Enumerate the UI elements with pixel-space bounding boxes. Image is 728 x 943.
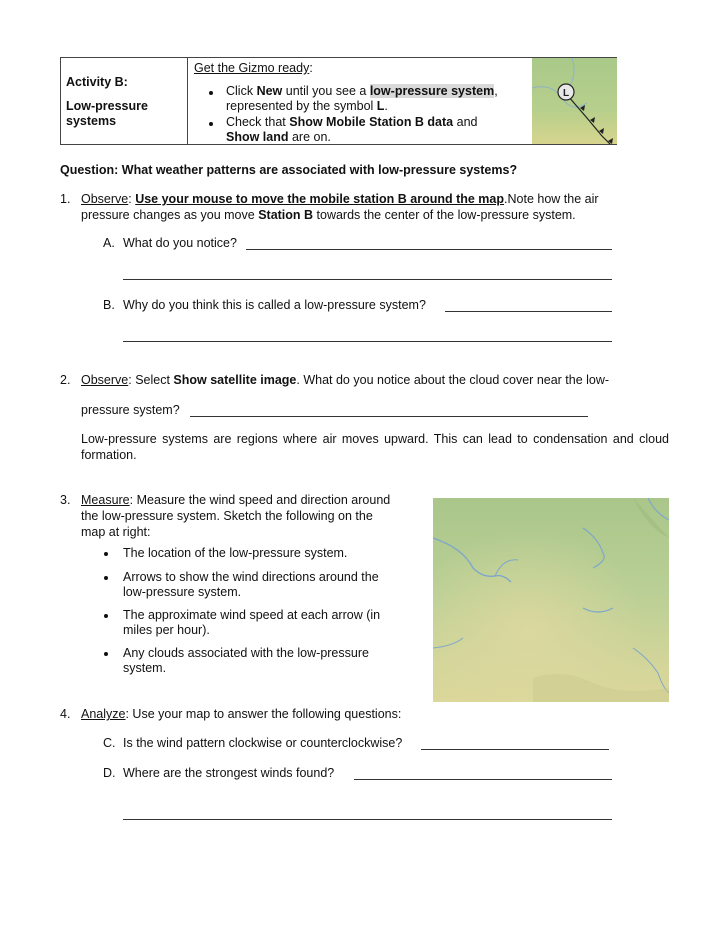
activity-label: Activity B: (66, 75, 128, 89)
bullet-dot (104, 614, 108, 618)
q4c-letter: C. (103, 736, 116, 750)
q2-explanation: Low-pressure systems are regions where air moves upward. This can lead to condensation and cloud formation. (81, 432, 669, 462)
low-pressure-map-thumbnail (532, 58, 617, 144)
q2-number: 2. (60, 373, 71, 387)
q4c-text: Is the wind pattern clockwise or counterclockwise? (123, 736, 403, 750)
activity-header-table (60, 57, 617, 145)
setup-step-2: Check that Show Mobile Station B data and (226, 115, 478, 129)
q3-bullet-2-cont: low-pressure system. (123, 585, 242, 599)
low-symbol: L (562, 88, 570, 99)
q4d-text: Where are the strongest winds found? (123, 766, 335, 780)
q3-bullet-3: The approximate wind speed at each arrow (in (123, 608, 381, 622)
answer-line-q4d-2[interactable] (123, 819, 612, 820)
setup-step-2-cont: Show land are on. (226, 130, 331, 144)
answer-line-q1b-2[interactable] (123, 341, 612, 342)
activity-cell (61, 58, 188, 144)
answer-line-q4c[interactable] (421, 749, 609, 750)
setup-step-1: Click New until you see a low-pressure system, (226, 84, 498, 98)
q3-text-line3: map at right: (81, 525, 151, 539)
answer-line-q2[interactable] (190, 416, 588, 417)
answer-line-q4d[interactable] (354, 779, 612, 780)
q4-text: Analyze: Use your map to answer the following questions: (81, 707, 402, 721)
bullet-dot (104, 552, 108, 556)
q3-bullet-4-cont: system. (123, 661, 167, 675)
q3-bullet-2: Arrows to show the wind directions around the (123, 570, 379, 584)
gizmo-thumbnail (532, 58, 617, 144)
answer-line-q1b[interactable] (445, 311, 612, 312)
bullet-dot (209, 122, 213, 126)
q3-bullet-3-cont: miles per hour). (123, 623, 210, 637)
q2-text: Observe: Select Show satellite image. What do you notice about the cloud cover near the low- (81, 373, 610, 387)
q1-number: 1. (60, 192, 71, 206)
setup-heading: Get the Gizmo ready: (194, 61, 313, 75)
q1b-letter: B. (103, 298, 115, 312)
q2-text-line2: pressure system? (81, 403, 180, 417)
q1-text-line2: pressure changes as you move Station B towards the center of the low-pressure system. (81, 208, 576, 222)
answer-line-q1a[interactable] (246, 249, 612, 250)
q3-text: Measure: Measure the wind speed and direction around (81, 493, 391, 507)
setup-step-1-cont: represented by the symbol L. (226, 99, 388, 113)
q1-text: Observe: Use your mouse to move the mobile station B around the map.Note how the air (81, 192, 599, 206)
q4-number: 4. (60, 707, 71, 721)
sketch-map-image[interactable] (433, 498, 669, 702)
activity-title: Low-pressure systems (66, 99, 148, 128)
setup-cell (187, 58, 533, 144)
q1b-text: Why do you think this is called a low-pressure system? (123, 298, 426, 312)
q3-number: 3. (60, 493, 71, 507)
bullet-dot (104, 652, 108, 656)
q4d-letter: D. (103, 766, 116, 780)
q1a-text: What do you notice? (123, 236, 237, 250)
bullet-dot (209, 91, 213, 95)
bullet-dot (104, 576, 108, 580)
q3-text-line2: the low-pressure system. Sketch the following on the (81, 509, 373, 523)
q3-bullet-1: The location of the low-pressure system. (123, 546, 348, 560)
answer-line-q1a-2[interactable] (123, 279, 612, 280)
q1a-letter: A. (103, 236, 115, 250)
question-heading: Question: What weather patterns are associated with low-pressure systems? (60, 163, 518, 177)
q3-bullet-4: Any clouds associated with the low-pressure (123, 646, 369, 660)
terrain-map (433, 498, 669, 702)
